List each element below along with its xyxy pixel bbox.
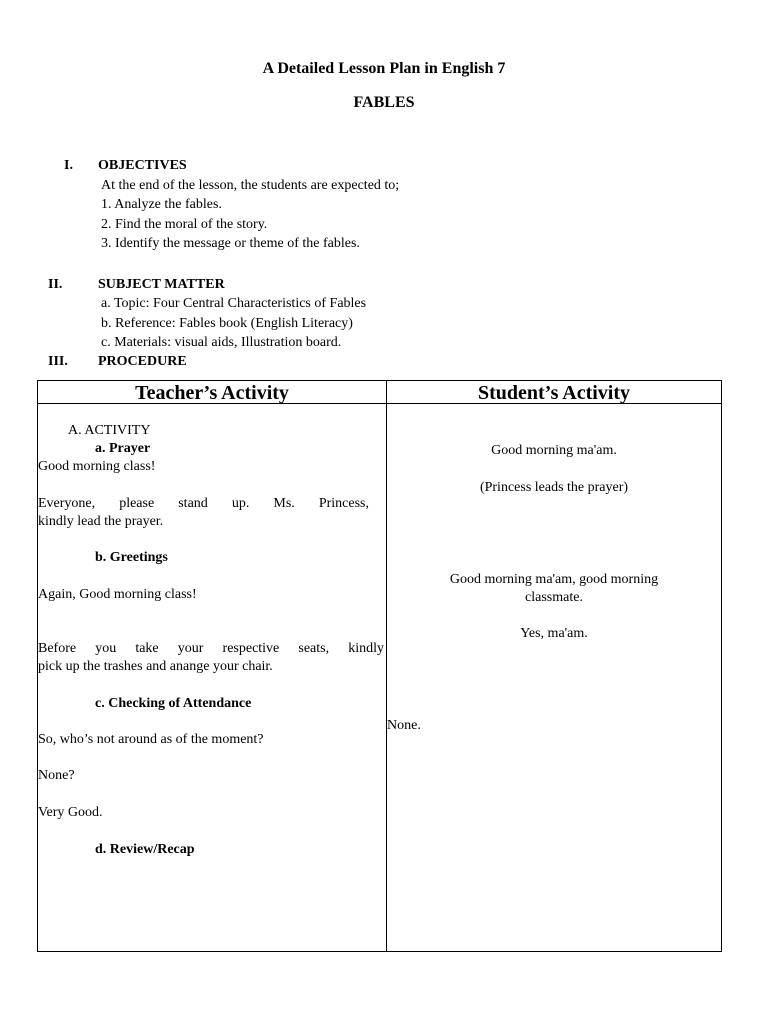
teacher-line: None? [38, 768, 75, 783]
subject-item: a. Topic: Four Central Characteristics of Fables [101, 296, 367, 311]
section-number-procedure: III. [48, 354, 68, 369]
student-line: classmate. [525, 590, 583, 605]
objective-item: 2. Find the moral of the story. [101, 217, 268, 232]
student-line: Yes, ma'am. [520, 626, 588, 641]
teacher-line: Before you take your respective seats, kindly [38, 641, 384, 656]
student-line: Good morning ma'am. [491, 443, 617, 458]
column-divider [386, 381, 387, 951]
greetings-label: b. Greetings [95, 550, 168, 565]
subject-item: c. Materials: visual aids, Illustration board. [101, 335, 342, 350]
objective-item: 1. Analyze the fables. [101, 197, 222, 212]
student-line: Good morning ma'am, good morning [449, 572, 659, 587]
procedure-table [37, 380, 722, 952]
teacher-line: Very Good. [38, 805, 103, 820]
activity-heading: A. ACTIVITY [68, 423, 151, 438]
teacher-line: kindly lead the prayer. [38, 514, 164, 529]
section-title-procedure: PROCEDURE [98, 354, 187, 369]
teacher-activity-header: Teacher’s Activity [135, 382, 289, 404]
section-number-objectives: I. [64, 158, 73, 173]
subject-item: b. Reference: Fables book (English Literacy) [101, 316, 353, 331]
teacher-line: Again, Good morning class! [38, 587, 197, 602]
section-title-objectives: OBJECTIVES [98, 158, 187, 173]
teacher-line: So, who’s not around as of the moment? [38, 732, 264, 747]
student-line: None. [387, 718, 421, 733]
teacher-line: Everyone, please stand up. Ms. Princess, [38, 496, 369, 511]
page-subtitle: FABLES [353, 94, 415, 111]
objective-item: 3. Identify the message or theme of the fables. [101, 236, 360, 251]
teacher-line: pick up the trashes and anange your chair. [38, 659, 273, 674]
prayer-label: a. Prayer [95, 441, 151, 456]
attendance-label: c. Checking of Attendance [95, 696, 252, 711]
student-line: (Princess leads the prayer) [479, 480, 629, 495]
section-title-subject-matter: SUBJECT MATTER [98, 277, 225, 292]
section-number-subject-matter: II. [48, 277, 63, 292]
teacher-line: Good morning class! [38, 459, 156, 474]
review-label: d. Review/Recap [95, 842, 195, 857]
objectives-intro: At the end of the lesson, the students are expected to; [101, 178, 400, 193]
page-title: A Detailed Lesson Plan in English 7 [262, 60, 506, 77]
student-activity-header: Student’s Activity [477, 382, 631, 404]
